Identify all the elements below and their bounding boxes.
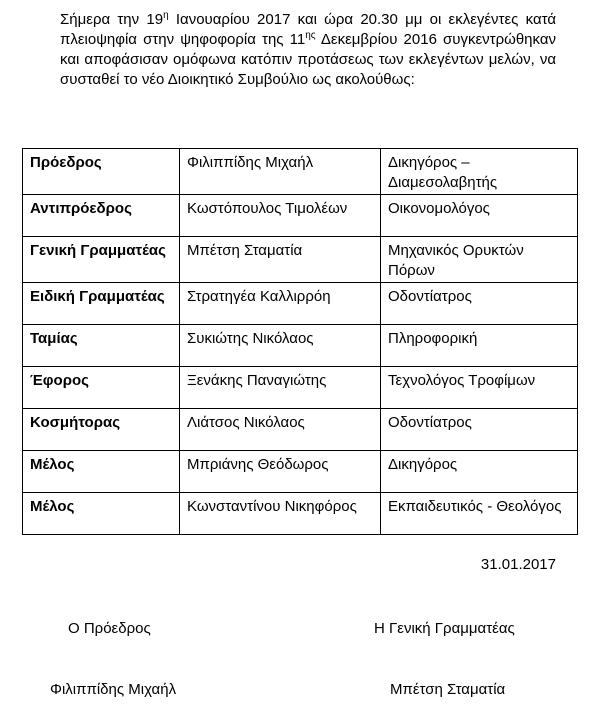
- name-cell: Ξενάκης Παναγιώτης: [180, 367, 381, 409]
- role-cell: Ειδική Γραμματέας: [23, 283, 180, 325]
- intro-text-2: Ιανουαρίου 2017 και ώρα 20.30 μμ οι εκλεγέντες κατά πλειοψηφία στην ψηφοφορία της 11: [60, 11, 557, 48]
- name-cell: Κωστόπουλος Τιμολέων: [180, 195, 381, 237]
- role-cell: Γενική Γραμματέας: [23, 237, 180, 283]
- profession-cell: Οδοντίατρος: [381, 283, 578, 325]
- profession-cell: Εκπαιδευτικός - Θεολόγος: [381, 493, 578, 535]
- profession-cell: Πληροφορική: [381, 325, 578, 367]
- profession-cell: Δικηγόρος: [381, 451, 578, 493]
- document-date: 31.01.2017: [480, 556, 556, 573]
- profession-cell: Δικηγόρος – Διαμεσολαβητής: [381, 149, 578, 195]
- intro-text-3: Δεκεμβρίου 2016 συγκεντρώθηκαν και αποφάσισαν ομόφωνα κατόπιν προτάσεως των εκλεγέντων μελών, να συσταθεί το νέο Διοικητικό Συμβούλιο ως ακολούθως:: [60, 31, 557, 88]
- name-cell: Συκιώτης Νικόλαος: [180, 325, 381, 367]
- table-row: [23, 149, 578, 195]
- profession-cell: Τεχνολόγος Τροφίμων: [381, 367, 578, 409]
- role-cell: Πρόεδρος: [23, 149, 180, 195]
- name-cell: Μπέτση Σταματία: [180, 237, 381, 283]
- name-cell: Στρατηγέα Καλλιρρόη: [180, 283, 381, 325]
- table-row: [23, 325, 578, 367]
- name-cell: Φιλιππίδης Μιχαήλ: [180, 149, 381, 195]
- intro-superscript-1: η: [163, 10, 169, 21]
- signature-name-general-secretary: Μπέτση Σταματία: [390, 681, 506, 698]
- table-row: [23, 409, 578, 451]
- role-cell: Μέλος: [23, 493, 180, 535]
- profession-cell: Οικονομολόγος: [381, 195, 578, 237]
- intro-text-1: Σήμερα την 19: [60, 11, 164, 28]
- table-row: [23, 451, 578, 493]
- role-cell: Αντιπρόεδρος: [23, 195, 180, 237]
- name-cell: Μπριάνης Θεόδωρος: [180, 451, 381, 493]
- signature-title-president: Ο Πρόεδρος: [68, 620, 151, 637]
- signature-title-general-secretary: Η Γενική Γραμματέας: [374, 620, 515, 637]
- name-cell: Λιάτσος Νικόλαος: [180, 409, 381, 451]
- role-cell: Ταμίας: [23, 325, 180, 367]
- table-row: [23, 237, 578, 283]
- table-row: [23, 283, 578, 325]
- role-cell: Μέλος: [23, 451, 180, 493]
- role-cell: Κοσμήτορας: [23, 409, 180, 451]
- table-row: [23, 493, 578, 535]
- signature-name-president: Φιλιππίδης Μιχαήλ: [50, 681, 177, 698]
- profession-cell: Μηχανικός Ορυκτών Πόρων: [381, 237, 578, 283]
- table-row: [23, 195, 578, 237]
- intro-superscript-2: ης: [305, 30, 316, 41]
- name-cell: Κωνσταντίνου Νικηφόρος: [180, 493, 381, 535]
- table-row: [23, 367, 578, 409]
- board-members-table: [22, 148, 578, 535]
- intro-paragraph: [60, 10, 556, 90]
- role-cell: Έφορος: [23, 367, 180, 409]
- profession-cell: Οδοντίατρος: [381, 409, 578, 451]
